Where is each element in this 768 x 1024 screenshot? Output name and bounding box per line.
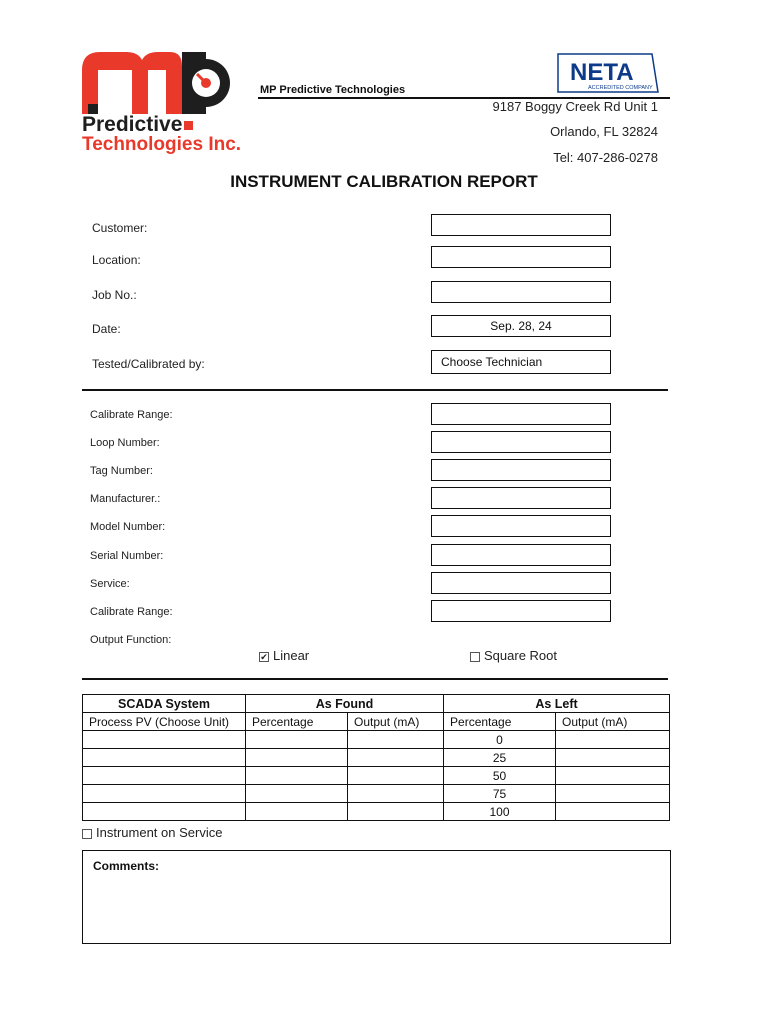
company-name: MP Predictive Technologies [260,84,406,96]
cell-found-percentage[interactable] [246,785,348,803]
cell-found-output[interactable] [348,749,444,767]
neta-logo [556,52,660,96]
svg-text:NETA: NETA [570,59,634,86]
cell-left-percentage: 75 [444,785,556,803]
col-process-pv: Process PV (Choose Unit) [83,713,246,731]
col-found-percentage: Percentage [246,713,348,731]
cell-found-output[interactable] [348,785,444,803]
col-left-percentage: Percentage [444,713,556,731]
calibration-table [82,694,670,821]
svg-text:ACCREDITED COMPANY: ACCREDITED COMPANY [588,85,653,91]
linear-checkbox[interactable]: ✔ [260,651,268,662]
model-number-field[interactable] [431,515,611,537]
cell-left-percentage: 50 [444,767,556,785]
service-field[interactable] [431,572,611,594]
cell-found-percentage[interactable] [246,767,348,785]
calibrate-range-field[interactable] [431,403,611,425]
cell-left-output[interactable] [556,731,670,749]
tag-number-field[interactable] [431,459,611,481]
calibrate-range-2-field[interactable] [431,600,611,622]
linear-option[interactable] [259,648,309,663]
comments-label: Comments: [93,859,160,873]
cell-found-percentage[interactable] [246,803,348,821]
technician-dropdown[interactable]: Choose Technician [431,350,611,374]
table-row [83,767,670,785]
section-divider-2 [82,678,668,680]
table-row [83,731,670,749]
comments-box[interactable] [82,850,671,944]
location-field[interactable] [431,246,611,268]
serial-number-field[interactable] [431,544,611,566]
cell-process-pv[interactable] [83,767,246,785]
loop-number-field[interactable] [431,431,611,453]
manufacturer-field[interactable] [431,487,611,509]
company-logo-mark [82,52,230,114]
manufacturer-label: Manufacturer.: [90,493,161,505]
cell-found-output[interactable] [348,731,444,749]
col-found-output: Output (mA) [348,713,444,731]
cell-process-pv[interactable] [83,749,246,767]
model-number-label: Model Number: [90,521,166,533]
cell-left-output[interactable] [556,767,670,785]
cell-process-pv[interactable] [83,785,246,803]
cell-process-pv[interactable] [83,731,246,749]
address-line2: Orlando, FL 32824 [550,124,658,139]
customer-label: Customer: [92,221,148,235]
square-root-checkbox[interactable] [470,652,480,662]
cell-process-pv[interactable] [83,803,246,821]
cell-left-output[interactable] [556,803,670,821]
cell-found-output[interactable] [348,803,444,821]
square-root-option-label: Square Root [484,648,557,663]
instrument-on-service-label: Instrument on Service [96,825,223,840]
phone-number: Tel: 407-286-0278 [553,150,658,165]
tag-number-label: Tag Number: [90,465,153,477]
cell-left-percentage: 0 [444,731,556,749]
cell-found-percentage[interactable] [246,731,348,749]
section-divider-1 [82,389,668,391]
customer-field[interactable] [431,214,611,236]
output-function-label: Output Function: [90,634,172,646]
instrument-on-service-checkbox[interactable] [82,829,92,839]
group-as-left: As Left [444,695,670,713]
square-root-option[interactable] [470,648,557,663]
cell-found-percentage[interactable] [246,749,348,767]
loop-number-label: Loop Number: [90,437,160,449]
table-row [83,749,670,767]
date-field[interactable]: Sep. 28, 24 [431,315,611,337]
table-group-header [83,695,670,713]
job-number-field[interactable] [431,281,611,303]
group-scada: SCADA System [83,695,246,713]
calibrate-range-label: Calibrate Range: [90,409,173,421]
table-row [83,785,670,803]
linear-option-label: Linear [273,648,310,663]
location-label: Location: [92,253,141,267]
logo-line2: Technologies Inc. [82,134,242,155]
serial-number-label: Serial Number: [90,550,164,562]
cell-left-percentage: 25 [444,749,556,767]
table-row [83,803,670,821]
group-as-found: As Found [246,695,444,713]
address-line1: 9187 Boggy Creek Rd Unit 1 [492,99,658,114]
col-left-output: Output (mA) [556,713,670,731]
cell-left-output[interactable] [556,749,670,767]
instrument-on-service-option[interactable] [82,825,222,840]
logo-line1: Predictive [82,115,193,135]
service-label: Service: [90,578,130,590]
cell-left-output[interactable] [556,785,670,803]
report-title: INSTRUMENT CALIBRATION REPORT [230,172,538,191]
cell-found-output[interactable] [348,767,444,785]
job-number-label: Job No.: [92,288,137,302]
technician-label: Tested/Calibrated by: [92,357,205,371]
table-column-header [83,713,670,731]
calibrate-range-2-label: Calibrate Range: [90,606,173,618]
date-label: Date: [92,322,121,336]
cell-left-percentage: 100 [444,803,556,821]
